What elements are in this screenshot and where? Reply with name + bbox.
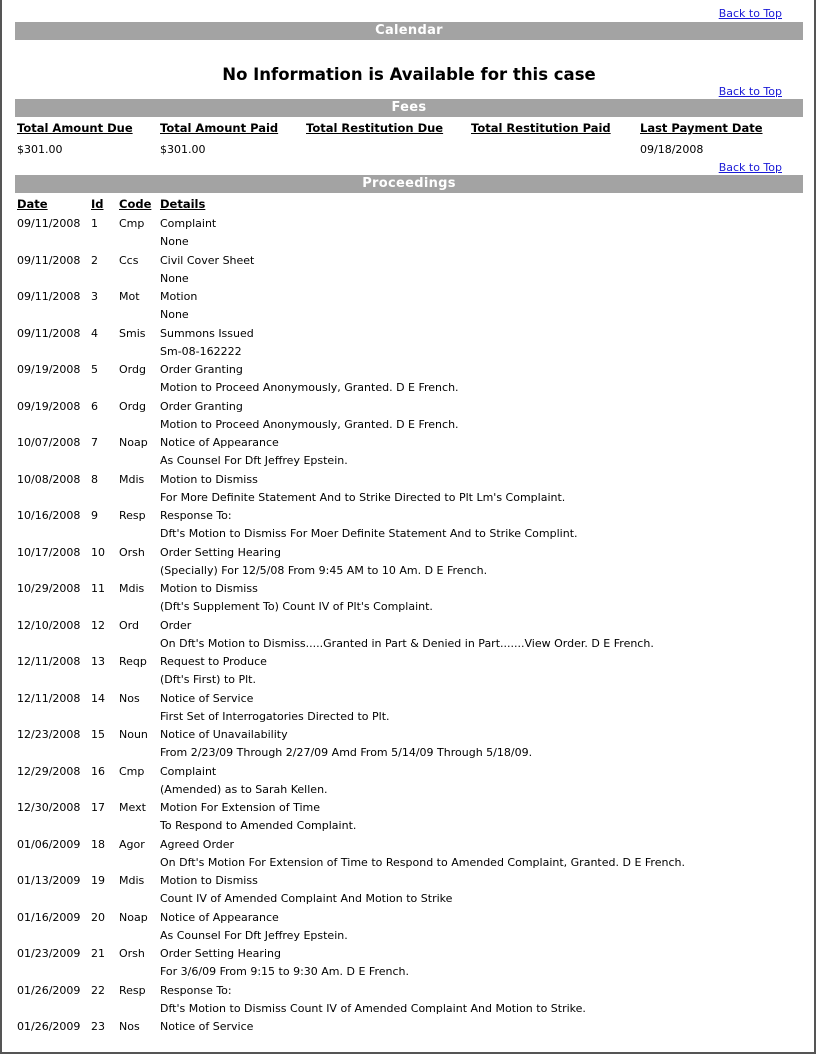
proceeding-description: Agreed Order	[160, 837, 235, 851]
proceeding-detail-row	[15, 379, 803, 398]
calendar-header: Calendar	[15, 22, 803, 40]
spacer-cell	[89, 744, 117, 763]
fees-col-total-amount-paid: Total Amount Paid	[160, 121, 279, 135]
spacer-cell	[89, 562, 117, 581]
proceeding-row	[15, 836, 803, 854]
spacer-cell	[15, 270, 89, 289]
spacer-cell	[117, 744, 158, 763]
total-restitution-due-value	[304, 139, 469, 161]
proceeding-id: 19	[91, 874, 105, 887]
proceeding-description: Notice of Unavailability	[160, 728, 288, 741]
proceeding-detail: Motion to Proceed Anonymously, Granted. D E French.	[160, 381, 459, 394]
proceeding-detail-row	[15, 963, 803, 982]
proceeding-code: Noun	[119, 728, 148, 741]
proceedings-col-details: Details	[160, 197, 206, 211]
proceeding-code: Ordg	[119, 363, 146, 376]
proceedings-col-id: Id	[91, 197, 104, 211]
total-amount-paid-value: $301.00	[160, 143, 206, 156]
proceeding-date: 01/06/2009	[17, 837, 81, 851]
proceeding-code: Nos	[119, 1020, 140, 1033]
proceedings-table	[15, 193, 803, 1036]
spacer-cell	[117, 270, 158, 289]
proceeding-detail: On Dft's Motion to Dismiss.....Granted in Part & Denied in Part.......View Order. D E French.	[160, 636, 654, 650]
proceeding-date: 12/29/2008	[17, 764, 81, 778]
proceeding-date: 10/29/2008	[17, 582, 81, 595]
proceeding-detail: None	[160, 271, 189, 285]
proceeding-id: 21	[91, 947, 105, 960]
spacer-cell	[15, 708, 89, 727]
spacer-cell	[15, 379, 89, 398]
proceeding-row	[15, 909, 803, 927]
proceeding-id: 6	[91, 399, 98, 413]
proceeding-row	[15, 361, 803, 379]
spacer-cell	[89, 233, 117, 252]
proceeding-id: 13	[91, 655, 105, 668]
proceeding-code: Smis	[119, 326, 146, 340]
spacer-cell	[117, 708, 158, 727]
proceeding-detail-row	[15, 781, 803, 800]
proceeding-row	[15, 1018, 803, 1036]
proceeding-description: Notice of Service	[160, 1020, 254, 1033]
spacer-cell	[15, 744, 89, 763]
spacer-cell	[89, 270, 117, 289]
proceeding-date: 12/23/2008	[17, 728, 81, 741]
proceeding-detail-row	[15, 1000, 803, 1019]
proceeding-row	[15, 982, 803, 1000]
proceeding-detail-row	[15, 233, 803, 252]
proceeding-detail-row	[15, 927, 803, 946]
proceeding-id: 3	[91, 290, 98, 303]
proceeding-id: 8	[91, 472, 98, 486]
proceeding-id: 10	[91, 545, 105, 559]
spacer-cell	[89, 343, 117, 362]
proceeding-description: Response To:	[160, 983, 232, 997]
spacer-cell	[15, 562, 89, 581]
proceeding-date: 12/11/2008	[17, 691, 81, 705]
proceeding-id: 20	[91, 910, 105, 924]
proceeding-id: 9	[91, 509, 98, 522]
proceeding-detail-row	[15, 635, 803, 654]
fees-header-row	[15, 117, 803, 139]
proceeding-detail: To Respond to Amended Complaint.	[160, 819, 357, 832]
fees-value-row	[15, 139, 803, 161]
proceeding-detail: None	[160, 308, 189, 321]
proceeding-description: Motion to Dismiss	[160, 472, 258, 486]
proceeding-date: 12/11/2008	[17, 655, 81, 668]
proceeding-row	[15, 325, 803, 343]
proceeding-date: 09/11/2008	[17, 290, 81, 303]
proceeding-date: 01/26/2009	[17, 983, 81, 997]
proceeding-id: 18	[91, 837, 105, 851]
proceeding-id: 17	[91, 801, 105, 814]
proceeding-description: Notice of Service	[160, 691, 254, 705]
proceeding-id: 14	[91, 691, 105, 705]
spacer-cell	[15, 416, 89, 435]
proceeding-detail: Sm-08-162222	[160, 344, 242, 358]
spacer-cell	[89, 489, 117, 508]
proceeding-description: Complaint	[160, 217, 217, 230]
spacer-cell	[89, 781, 117, 800]
proceeding-row	[15, 799, 803, 817]
proceeding-code: Reqp	[119, 655, 147, 668]
back-to-top-row	[15, 161, 803, 175]
total-amount-due-value: $301.00	[17, 143, 63, 156]
spacer-cell	[15, 306, 89, 325]
proceeding-detail: (Dft's Supplement To) Count IV of Plt's Complaint.	[160, 600, 433, 613]
back-to-top-link[interactable]: Back to Top	[718, 7, 782, 20]
spacer-cell	[117, 416, 158, 435]
proceeding-code: Resp	[119, 509, 146, 522]
proceeding-date: 01/13/2009	[17, 874, 81, 887]
spacer-cell	[15, 1000, 89, 1019]
proceeding-description: Motion For Extension of Time	[160, 801, 320, 814]
proceeding-id: 16	[91, 764, 105, 778]
proceeding-description: Order Granting	[160, 363, 243, 376]
spacer-cell	[15, 598, 89, 617]
proceedings-header-row	[15, 193, 803, 215]
proceeding-detail: (Dft's First) to Plt.	[160, 673, 256, 686]
proceeding-detail-row	[15, 598, 803, 617]
proceeding-description: Motion	[160, 290, 198, 303]
spacer-cell	[89, 452, 117, 471]
proceeding-row	[15, 471, 803, 489]
spacer-cell	[117, 343, 158, 362]
spacer-cell	[89, 635, 117, 654]
proceeding-description: Order Setting Hearing	[160, 947, 281, 960]
spacer-cell	[89, 306, 117, 325]
proceeding-row	[15, 872, 803, 890]
spacer-cell	[117, 963, 158, 982]
proceeding-date: 09/11/2008	[17, 253, 81, 267]
proceeding-description: Notice of Appearance	[160, 436, 279, 449]
spacer-cell	[89, 598, 117, 617]
spacer-cell	[15, 963, 89, 982]
proceeding-detail: For More Definite Statement And to Strike Directed to Plt Lm's Complaint.	[160, 490, 566, 504]
proceeding-id: 12	[91, 618, 105, 632]
spacer-cell	[15, 671, 89, 690]
spacer-cell	[89, 1000, 117, 1019]
spacer-cell	[89, 890, 117, 909]
total-restitution-paid-value	[469, 139, 638, 161]
spacer-cell	[15, 233, 89, 252]
proceeding-detail-row	[15, 270, 803, 289]
proceeding-description: Order	[160, 618, 192, 632]
proceeding-row	[15, 252, 803, 270]
proceeding-row	[15, 544, 803, 562]
spacer-cell	[117, 671, 158, 690]
proceeding-detail: First Set of Interrogatories Directed to Plt.	[160, 709, 390, 723]
fees-col-total-restitution-due: Total Restitution Due	[306, 121, 444, 135]
back-to-top-link[interactable]: Back to Top	[718, 85, 782, 98]
proceeding-detail: For 3/6/09 From 9:15 to 9:30 Am. D E French.	[160, 965, 409, 978]
proceeding-id: 7	[91, 436, 98, 449]
proceeding-detail: (Amended) as to Sarah Kellen.	[160, 782, 328, 796]
proceeding-id: 22	[91, 983, 105, 997]
proceeding-date: 09/19/2008	[17, 363, 81, 376]
fees-col-total-restitution-paid: Total Restitution Paid	[471, 121, 611, 135]
proceeding-detail: Count IV of Amended Complaint And Motion to Strike	[160, 892, 453, 905]
proceeding-code: Noap	[119, 910, 148, 924]
spacer-cell	[89, 416, 117, 435]
spacer-cell	[89, 671, 117, 690]
proceeding-code: Ord	[119, 618, 139, 632]
spacer-cell	[15, 781, 89, 800]
proceedings-body	[15, 215, 803, 1036]
proceeding-description: Civil Cover Sheet	[160, 253, 255, 267]
proceeding-detail: As Counsel For Dft Jeffrey Epstein.	[160, 928, 348, 942]
proceeding-row	[15, 434, 803, 452]
calendar-no-info-message: No Information is Available for this case	[222, 65, 596, 84]
proceeding-description: Summons Issued	[160, 326, 254, 340]
proceedings-col-date: Date	[17, 197, 48, 211]
proceeding-id: 11	[91, 582, 105, 595]
spacer-cell	[117, 598, 158, 617]
proceeding-detail: (Specially) For 12/5/08 From 9:45 AM to 10 Am. D E French.	[160, 563, 488, 577]
proceeding-detail-row	[15, 708, 803, 727]
proceeding-description: Request to Produce	[160, 655, 267, 668]
proceeding-row	[15, 690, 803, 708]
spacer-cell	[89, 854, 117, 873]
spacer-cell	[15, 635, 89, 654]
proceeding-detail: Dft's Motion to Dismiss For Moer Definite Statement And to Strike Complint.	[160, 527, 578, 540]
proceedings-header: Proceedings	[15, 175, 803, 193]
spacer-cell	[89, 708, 117, 727]
proceeding-description: Motion to Dismiss	[160, 874, 258, 887]
proceeding-detail-row	[15, 489, 803, 508]
fees-col-last-payment-date: Last Payment Date	[640, 121, 763, 135]
proceeding-code: Mdis	[119, 582, 145, 595]
proceeding-date: 10/17/2008	[17, 545, 81, 559]
proceeding-detail: None	[160, 235, 189, 248]
proceeding-code: Mext	[119, 801, 146, 814]
proceeding-row	[15, 763, 803, 781]
spacer-cell	[117, 817, 158, 836]
proceeding-row	[15, 215, 803, 233]
spacer-cell	[89, 817, 117, 836]
proceeding-detail-row	[15, 416, 803, 435]
back-to-top-row	[15, 6, 803, 22]
last-payment-date-value: 09/18/2008	[640, 143, 704, 156]
spacer-cell	[89, 379, 117, 398]
spacer-cell	[117, 233, 158, 252]
proceeding-description: Notice of Appearance	[160, 910, 279, 924]
proceeding-date: 12/30/2008	[17, 801, 81, 814]
proceeding-detail-row	[15, 562, 803, 581]
proceeding-code: Cmp	[119, 217, 145, 230]
proceeding-detail-row	[15, 306, 803, 325]
proceeding-code: Orsh	[119, 947, 145, 960]
spacer-cell	[117, 379, 158, 398]
spacer-cell	[117, 781, 158, 800]
proceeding-code: Noap	[119, 436, 148, 449]
proceeding-detail: As Counsel For Dft Jeffrey Epstein.	[160, 454, 348, 467]
proceeding-code: Nos	[119, 691, 140, 705]
proceeding-date: 09/11/2008	[17, 217, 81, 230]
proceeding-detail-row	[15, 671, 803, 690]
fees-table	[15, 117, 803, 161]
proceeding-id: 4	[91, 326, 98, 340]
proceeding-date: 01/26/2009	[17, 1020, 81, 1033]
proceeding-date: 10/08/2008	[17, 472, 81, 486]
proceeding-row	[15, 945, 803, 963]
proceeding-detail-row	[15, 744, 803, 763]
spacer-cell	[15, 489, 89, 508]
proceeding-code: Mdis	[119, 874, 145, 887]
proceeding-id: 5	[91, 363, 98, 376]
proceeding-description: Response To:	[160, 509, 232, 522]
proceeding-row	[15, 288, 803, 306]
proceeding-id: 23	[91, 1020, 105, 1033]
proceeding-detail-row	[15, 525, 803, 544]
spacer-cell	[89, 963, 117, 982]
proceeding-row	[15, 398, 803, 416]
proceedings-col-code: Code	[119, 197, 152, 211]
spacer-cell	[15, 890, 89, 909]
proceeding-detail-row	[15, 817, 803, 836]
proceeding-date: 12/10/2008	[17, 618, 81, 632]
proceeding-id: 15	[91, 728, 105, 741]
proceeding-code: Ordg	[119, 399, 146, 413]
proceeding-code: Mdis	[119, 472, 145, 486]
proceeding-description: Order Granting	[160, 399, 243, 413]
spacer-cell	[117, 635, 158, 654]
proceeding-row	[15, 653, 803, 671]
spacer-cell	[15, 927, 89, 946]
spacer-cell	[117, 525, 158, 544]
proceeding-id: 2	[91, 253, 98, 267]
proceeding-detail-row	[15, 854, 803, 873]
proceeding-code: Mot	[119, 290, 140, 303]
proceeding-detail-row	[15, 452, 803, 471]
proceeding-detail: Dft's Motion to Dismiss Count IV of Amended Complaint And Motion to Strike.	[160, 1001, 586, 1015]
spacer-cell	[15, 525, 89, 544]
proceeding-date: 09/19/2008	[17, 399, 81, 413]
proceeding-detail-row	[15, 890, 803, 909]
proceeding-detail: On Dft's Motion For Extension of Time to Respond to Amended Complaint, Granted. D E French.	[160, 855, 685, 869]
spacer-cell	[117, 854, 158, 873]
proceeding-date: 10/16/2008	[17, 509, 81, 522]
spacer-cell	[15, 854, 89, 873]
proceeding-detail: From 2/23/09 Through 2/27/09 Amd From 5/14/09 Through 5/18/09.	[160, 746, 533, 759]
proceeding-row	[15, 726, 803, 744]
spacer-cell	[15, 817, 89, 836]
proceeding-detail-row	[15, 343, 803, 362]
proceeding-description: Order Setting Hearing	[160, 545, 281, 559]
spacer-cell	[89, 927, 117, 946]
proceeding-row	[15, 617, 803, 635]
spacer-cell	[117, 489, 158, 508]
case-page	[15, 6, 803, 1036]
back-to-top-row	[15, 85, 803, 99]
spacer-cell	[117, 562, 158, 581]
spacer-cell	[117, 452, 158, 471]
proceeding-description: Motion to Dismiss	[160, 582, 258, 595]
proceeding-code: Agor	[119, 837, 145, 851]
proceeding-description: Complaint	[160, 764, 217, 778]
proceeding-date: 10/07/2008	[17, 436, 81, 449]
fees-col-total-amount-due: Total Amount Due	[17, 121, 133, 135]
proceeding-code: Cmp	[119, 764, 145, 778]
proceeding-code: Orsh	[119, 545, 145, 559]
spacer-cell	[117, 890, 158, 909]
spacer-cell	[117, 927, 158, 946]
back-to-top-link[interactable]: Back to Top	[718, 161, 782, 174]
proceeding-code: Resp	[119, 983, 146, 997]
spacer-cell	[89, 525, 117, 544]
spacer-cell	[15, 343, 89, 362]
proceeding-row	[15, 580, 803, 598]
proceeding-date: 09/11/2008	[17, 326, 81, 340]
proceeding-row	[15, 507, 803, 525]
proceeding-id: 1	[91, 217, 98, 230]
proceeding-detail: Motion to Proceed Anonymously, Granted. D E French.	[160, 417, 459, 431]
proceeding-code: Ccs	[119, 253, 139, 267]
spacer-cell	[117, 306, 158, 325]
fees-header: Fees	[15, 99, 803, 117]
proceeding-date: 01/16/2009	[17, 910, 81, 924]
spacer-cell	[15, 452, 89, 471]
spacer-cell	[117, 1000, 158, 1019]
proceeding-date: 01/23/2009	[17, 947, 81, 960]
